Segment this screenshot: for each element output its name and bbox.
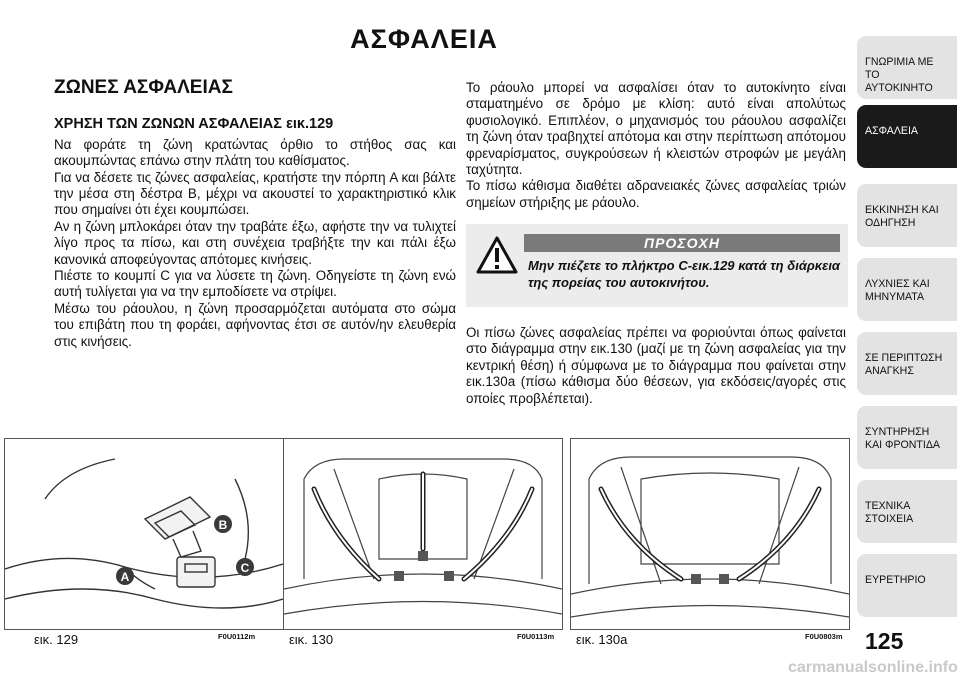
tab-index[interactable]: [857, 554, 957, 617]
tab-label: ΕΥΡΕΤΗΡΙΟ: [865, 574, 926, 586]
marker-b-label: B: [218, 518, 228, 532]
tab-label: ΕΚΚΙΝΗΣΗ ΚΑΙ ΟΔΗΓΗΣΗ: [865, 204, 939, 229]
tab-technical-data[interactable]: [857, 480, 957, 543]
warning-triangle-icon: [476, 236, 518, 274]
warning-text: Μην πιέζετε το πλήκτρο C-εικ.129 κατά τη διάρκεια της πορείας του αυτοκινήτου.: [528, 258, 840, 290]
figure-129: [4, 438, 284, 630]
paragraph: Μέσω του ράουλου, η ζώνη προσαρμόζεται αυτόματα στο σώμα του επιβάτη που τη φοράει, αφήνοντας έτσι σε αυτόν/ην ελευθερία στις κινήσεις.: [54, 300, 456, 349]
watermark: carmanualsonline.info: [788, 659, 958, 676]
marker-a-label: A: [120, 570, 130, 584]
tab-getting-to-know[interactable]: [857, 36, 957, 99]
rear-seat-two-belts-illustration: [571, 439, 849, 629]
warning-box: [466, 224, 848, 307]
figure-caption: εικ. 129: [34, 632, 79, 647]
tab-starting-driving[interactable]: [857, 184, 957, 247]
page-title: ΑΣΦΑΛΕΙΑ: [350, 24, 498, 54]
paragraph: Πιέστε το κουμπί C για να λύσετε τη ζώνη. Οδηγείστε τη ζώνη ενώ αυτή τυλίγεται για να την εμποδίσετε να στρίψει.: [54, 268, 456, 300]
tab-lights-messages[interactable]: [857, 258, 957, 321]
tab-label: ΣΕ ΠΕΡΙΠΤΩΣΗ ΑΝΑΓΚΗΣ: [865, 352, 943, 377]
paragraph: Για να δέσετε τις ζώνες ασφαλείας, κρατήστε την πόρπη A και βάλτε την μέσα στη δέστρα B, μέχρι να ακουστεί το χαρακτηριστικό κλικ που σημαίνει ότι έχει κουμπώσει.: [54, 169, 456, 218]
paragraph: Οι πίσω ζώνες ασφαλείας πρέπει να φοριούνται όπως φαίνεται στο διάγραμμα στην εικ.130 (μαζί με τη ζώνη ασφαλείας για την κεντρική θέση) ή σύμφωνα με το διάγραμμα που φαίνεται στην εικ.130a (πίσω κάθισμα δύο θέσεων, για εκδόσεις/αγορές στις οποίες προβλέπεται).: [466, 325, 846, 406]
section-title: ΖΩΝΕΣ ΑΣΦΑΛΕΙΑΣ: [54, 77, 233, 98]
tab-safety[interactable]: [857, 105, 957, 168]
tab-label: ΛΥΧΝΙΕΣ ΚΑΙ ΜΗΝΥΜΑΤΑ: [865, 278, 930, 303]
tab-label: ΓΝΩΡΙΜΙΑ ΜΕ ΤΟ ΑΥΤΟΚΙΝΗΤΟ: [865, 56, 934, 94]
tab-label: ΑΣΦΑΛΕΙΑ: [865, 125, 918, 137]
figure-130: [283, 438, 563, 630]
tab-maintenance[interactable]: [857, 406, 957, 469]
figure-caption: εικ. 130: [289, 632, 334, 647]
seatbelt-buckle-illustration: [5, 439, 283, 629]
figure-code: F0U0112m: [218, 632, 256, 641]
figure-code: F0U0113m: [517, 632, 555, 641]
right-column: [466, 80, 846, 211]
subsection-title: ΧΡΗΣΗ ΤΩΝ ΖΩΝΩΝ ΑΣΦΑΛΕΙΑΣ εικ.129: [54, 116, 334, 133]
marker-c-label: C: [240, 561, 250, 575]
tab-emergency[interactable]: [857, 332, 957, 395]
warning-title: ΠΡΟΣΟΧΗ: [524, 234, 840, 252]
left-column: [54, 72, 456, 350]
tab-label: ΤΕΧΝΙΚΑ ΣΤΟΙΧΕΙΑ: [865, 500, 914, 525]
tab-label: ΣΥΝΤΗΡΗΣΗ ΚΑΙ ΦΡΟΝΤΙΔΑ: [865, 426, 940, 451]
figure-caption: εικ. 130a: [576, 632, 628, 647]
page-number: 125: [865, 628, 904, 654]
figure-code: F0U0803m: [805, 632, 843, 641]
paragraph: Να φοράτε τη ζώνη κρατώντας όρθιο το στήθος σας και ακουμπώντας επάνω στην πλάτη του καθίσματος.: [54, 136, 456, 169]
figure-130a: [570, 438, 850, 630]
rear-seat-three-belts-illustration: [284, 439, 562, 629]
paragraph: Το ράουλο μπορεί να ασφαλίσει όταν το αυτοκίνητο είναι σταματημένο σε δρόμο με κλίση: αυτό είναι απολύτως φυσιολογικό. Επιπλέον, ο μηχανισμός του ράουλου ασφαλίζει τη ζώνη όταν τραβηχτεί απότομα και στην περίπτωση απότομου φρεναρίσματος, συγκρούσεων ή κλειστών στροφών με μεγάλη ταχύτητα.: [466, 80, 846, 178]
paragraph: Το πίσω κάθισμα διαθέτει αδρανειακές ζώνες ασφαλείας τριών σημείων στήριξης με ράουλο.: [466, 178, 846, 210]
paragraph: Αν η ζώνη μπλοκάρει όταν την τραβάτε έξω, αφήστε την να τυλιχτεί λίγο προς τα πίσω, και στη συνέχεια τραβήξτε την και πάλι έξω κανονικά αποφεύγοντας απότομες κινήσεις.: [54, 218, 456, 267]
